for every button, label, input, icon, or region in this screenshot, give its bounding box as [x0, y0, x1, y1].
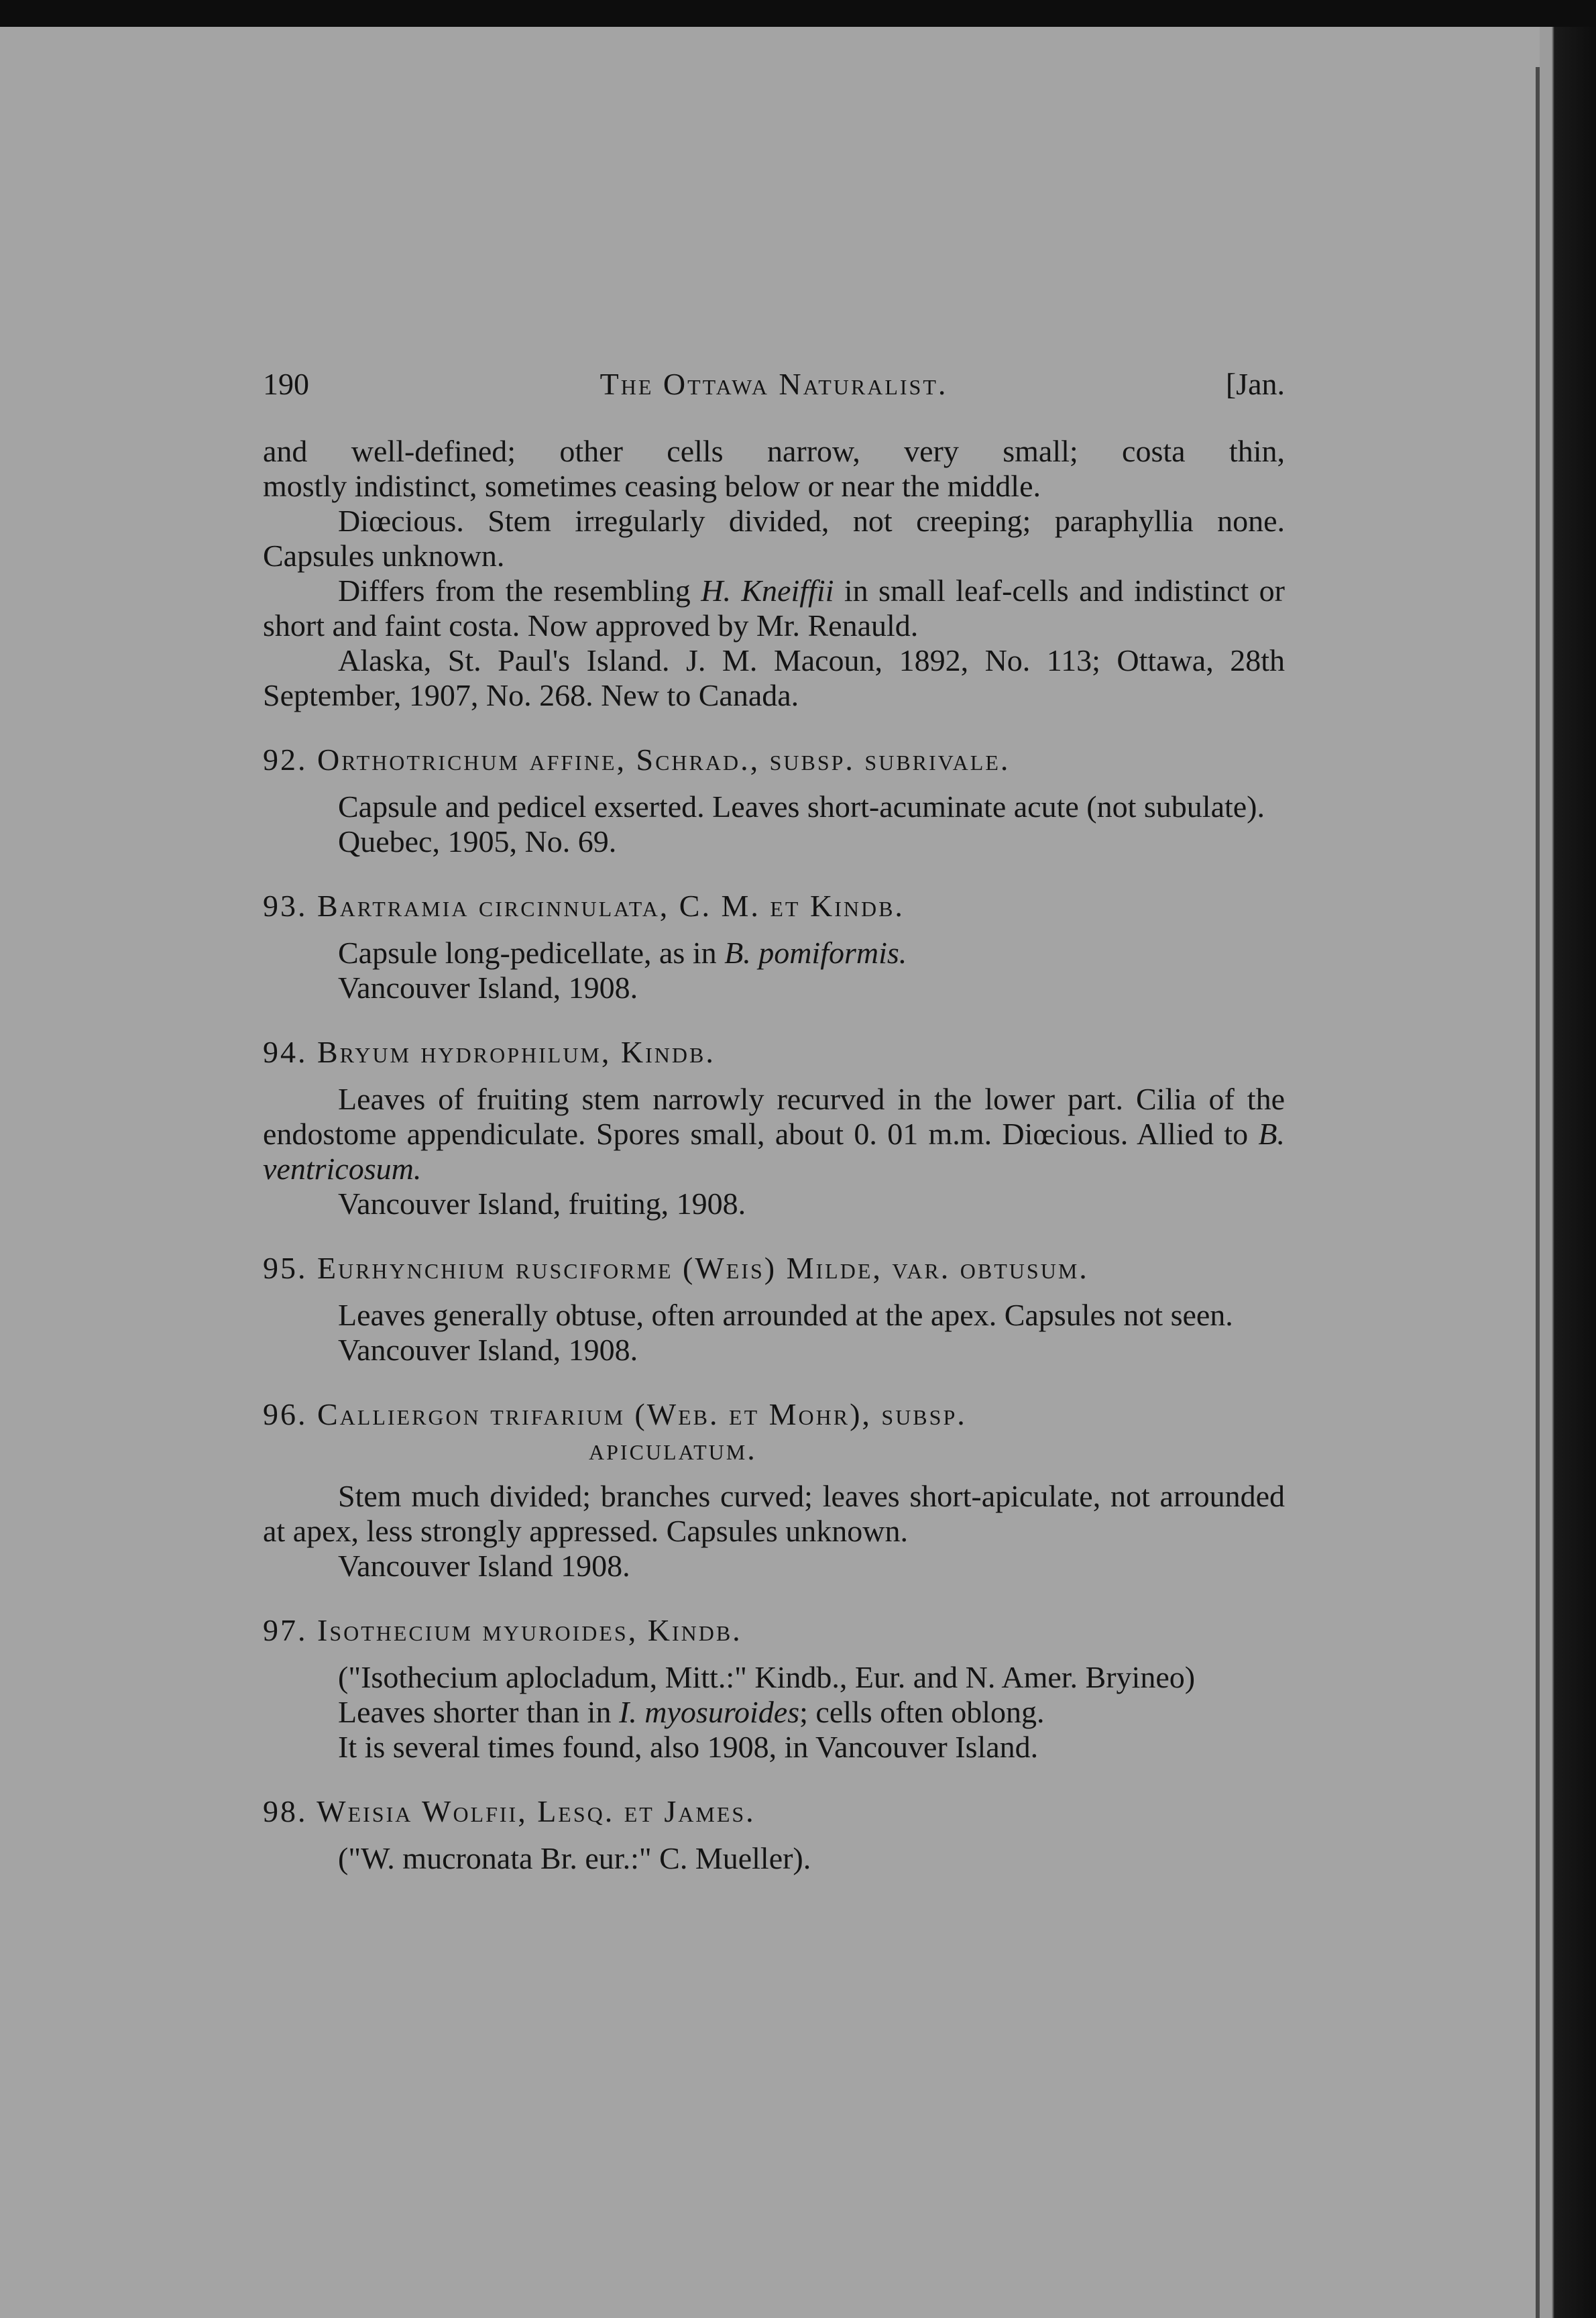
entry-96-locality: Vancouver Island 1908.: [338, 1549, 630, 1583]
entry-96-heading: 96. Calliergon trifarium (Web. et Mohr), subsp.: [263, 1397, 967, 1431]
entry-95-description: Leaves generally obtuse, often arrounded at the apex. Capsules not seen.: [338, 1298, 1233, 1332]
entry-95-heading: 95. Eurhynchium rusciforme (Weis) Milde, var. obtusum.: [263, 1251, 1089, 1285]
entry-98-synonym: ("W. mucronata Br. eur.:" C. Mueller).: [338, 1841, 811, 1875]
running-header: [263, 364, 1285, 404]
taxon-name: H. Kneiffii: [701, 573, 834, 608]
entry-97-heading: 97. Isothecium myuroides, Kindb.: [263, 1613, 742, 1647]
taxon-name: B. pomiformis.: [724, 936, 907, 970]
entry-97-description: Leaves shorter than in I. myosuroides; cells often oblong.: [338, 1695, 1045, 1729]
journal-title: The Ottawa Naturalist.: [600, 367, 948, 401]
entry-93-locality: Vancouver Island, 1908.: [338, 971, 638, 1005]
issue-month: [Jan.: [1225, 367, 1285, 401]
entry-93-heading: 93. Bartramia circinnulata, C. M. et Kindb.: [263, 889, 905, 923]
carryover-locality: Alaska, St. Paul's Island. J. M. Macoun, 1892, No. 113; Ottawa, 28th September, 1907, No. 268. New to Canada.: [263, 643, 1285, 712]
page-number: 190: [263, 367, 309, 401]
carryover-line-1: and well-defined; other cells narrow, very small; costa thin,: [263, 434, 1285, 468]
page-body: [263, 434, 1285, 1876]
carryover-paragraph-2: Diœcious. Stem irregularly divided, not creeping; paraphyllia none. Capsules unknown.: [263, 504, 1285, 573]
taxon-name: B. ventricosum.: [263, 1117, 1285, 1186]
entry-92-description: Capsule and pedicel exserted. Leaves short-acuminate acute (not subulate).: [338, 789, 1265, 824]
entry-92-heading: 92. Orthotrichum affine, Schrad., subsp. subrivale.: [263, 742, 1011, 777]
page-edge-shadow: [1540, 27, 1596, 2318]
entry-94-description: Leaves of fruiting stem narrowly recurved in the lower part. Cilia of the endostome appendiculate. Spores small, about 0. 01 m.m. Diœcious. Allied to B. ventricosum.: [263, 1082, 1285, 1186]
carryover-line-2: mostly indistinct, sometimes ceasing below or near the middle.: [263, 469, 1041, 503]
entry-96-description: Stem much divided; branches curved; leaves short-apiculate, not arrounded at apex, less strongly appressed. Capsules unknown.: [263, 1479, 1285, 1548]
entry-95-locality: Vancouver Island, 1908.: [338, 1333, 638, 1367]
entry-97-locality: It is several times found, also 1908, in Vancouver Island.: [338, 1730, 1039, 1764]
taxon-name: I. myosuroides: [618, 1695, 800, 1729]
entry-94-heading: 94. Bryum hydrophilum, Kindb.: [263, 1035, 716, 1069]
entry-98-heading: 98. Weisia Wolfii, Lesq. et James.: [263, 1794, 756, 1828]
entry-93-description: Capsule long-pedicellate, as in B. pomiformis.: [338, 936, 907, 970]
entry-97-synonym: ("Isothecium aplocladum, Mitt.:" Kindb., Eur. and N. Amer. Bryineo): [338, 1660, 1196, 1694]
scanned-page: [0, 27, 1540, 2318]
entry-92-locality: Quebec, 1905, No. 69.: [338, 824, 617, 859]
carryover-paragraph-3: Differs from the resembling H. Kneiffii in small leaf-cells and indistinct or short and faint costa. Now approved by Mr. Renauld.: [263, 573, 1285, 643]
entry-96-heading-continued: apiculatum.: [589, 1432, 757, 1466]
entry-94-locality: Vancouver Island, fruiting, 1908.: [338, 1186, 746, 1221]
